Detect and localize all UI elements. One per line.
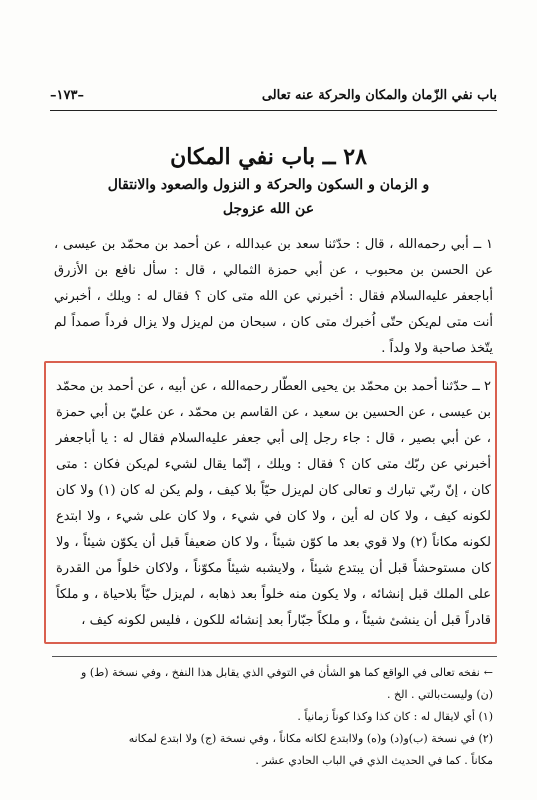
chapter-subtitle xyxy=(40,173,497,221)
arrow-icon: ← xyxy=(483,666,493,679)
footnote-1: (١) أي لايقال له : كان كذا وكذا كوناً زمانياً . xyxy=(297,710,493,723)
footnote-continuation-1 xyxy=(50,662,493,684)
page-number: –١٧٣– xyxy=(50,88,84,103)
footnote-2-line-1: (٢) في نسخة (ب)و(د) و(ه) ولاابتدع لكانه مكاناً ، وفي نسخة (ج) ولا ابتدع لمكانه xyxy=(128,732,493,745)
chapter-title: ٢٨ ــ باب نفي المكان xyxy=(170,144,367,170)
footnote-divider xyxy=(52,656,497,657)
hadith-2 xyxy=(56,374,491,634)
footnote-2-line-2: مكاناً . كما في الحديث الذي في الباب الحادي عشر . xyxy=(255,754,493,767)
hadith-2-text: ٢ ــ حدّثنا أحمد بن محمّد بن يحيى العطّار رحمه‌الله ، عن أبيه ، عن أحمد بن محمّد بن عيسى ، عن الحسين بن سعيد ، عن القاسم بن محمّد ، عن عليّ بن أبي حمزة ، عن أبي بصير ، قال : جاء رجل إلى أبي جعفر عليه‌السلام فقال له : يا أباجعفر أخبرني عن ربّك متى كان ؟ فقال : ويلك ، إنّما يقال لشيء لم‌يكن فكان : متى كان ، إنّ ربّي تبارك و تعالى كان لم‌يزل حيّاً بلا كيف ، ولم يكن له كان (١) ولا كان لكونه كيف ، ولا كان له أين ، ولا كان في شيء ، ولا كان على شيء ، ولا ابتدع لكونه مكاناً (٢) ولا قوي بعد ما كوّن شيئاً ، ولا كان ضعيفاً قبل أن يكوّن شيئاً ، ولا كان مستوحشاً قبل أن يبتدع شيئاً ، ولايشبه شيئاً مكوّناً ، ولاكان خلواً من القدرة على الملك قبل إنشائه ، ولا يكون منه خلواً بعد ذهابه ، لم‌يزل حيّاً بلاحياة ، و ملكاً قادراً قبل أن ينشئ شيئاً ، و ملكاً جبّاراً بعد إنشائه للكون ، فليس لكونه كيف ، xyxy=(56,379,492,628)
running-header xyxy=(50,86,497,111)
header-title: باب نفي الزّمان والمكان والحركة عنه تعالى xyxy=(261,88,497,103)
chapter-subtitle-line-1: و الزمان و السكون والحركة و النزول والصعود والانتقال xyxy=(107,177,430,193)
footnotes xyxy=(50,662,493,772)
hadith-1 xyxy=(54,232,493,362)
chapter-subtitle-line-2: عن الله عزوجل xyxy=(222,201,315,217)
hadith-1-text: ١ ــ أبي رحمه‌الله ، قال : حدّثنا سعد بن عبدالله ، عن أحمد بن محمّد بن عيسى ، عن الحسن بن محبوب ، عن أبي حمزة الثمالي ، قال : سأل نافع بن الأزرق أباجعفر عليه‌السلام فقال : أخبرني عن الله متى كان ؟ فقال له : ويلك ، أخبرني أنت متى لم‌يكن حتّى اُخبرك متى كان ، سبحان من لم‌يزل ولا يزال فرداً صمداً لم يتّخذ صاحبة ولا ولداً . xyxy=(54,237,493,356)
footnote-continuation-2: (ن) وليست‌بالتي . الخ . xyxy=(387,688,493,701)
footnote-continuation-text-1: نفخه تعالى في الواقع كما هو الشأن في التوفي الذي يقابل هذا النفخ ، وفي نسخة (ط) و xyxy=(81,666,480,679)
